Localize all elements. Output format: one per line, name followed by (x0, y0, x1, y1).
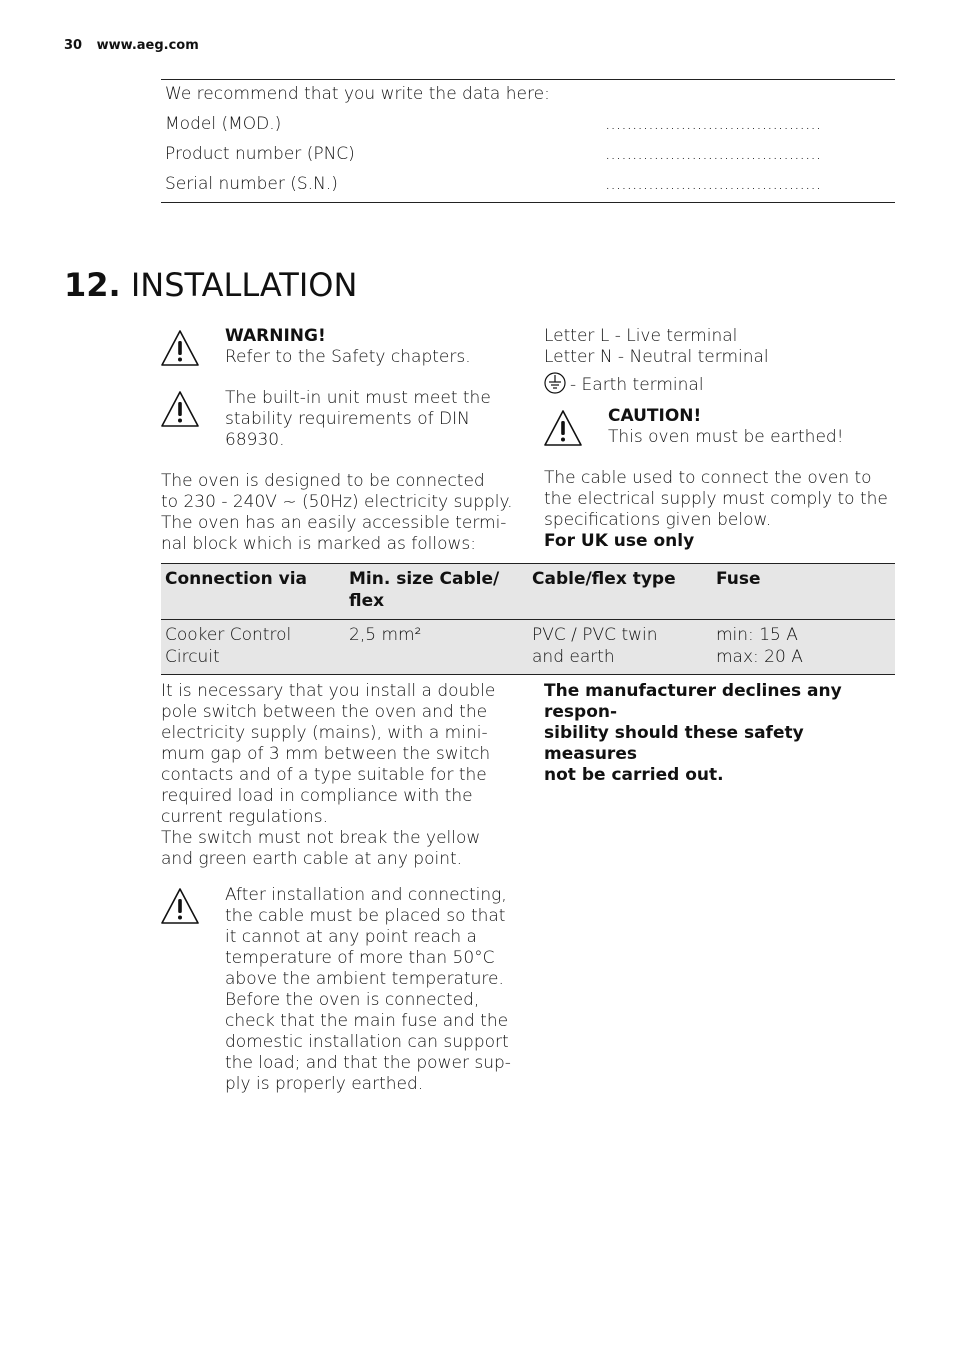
warning-icon (160, 886, 200, 926)
text-line: The switch must not break the yellow (161, 828, 481, 848)
text-line: the cable must be placed so that (225, 906, 506, 926)
cell-line: PVC / PVC twin (532, 625, 658, 645)
text-line: The built-in unit must meet the (225, 388, 491, 408)
text-line: electricity supply (mains), with a mini- (161, 723, 488, 743)
text-line: not be carried out. (544, 765, 724, 785)
text-line: specifications given below. (544, 510, 772, 530)
text-line: Before the oven is connected, (225, 990, 480, 1010)
data-record-box (161, 79, 895, 203)
warning-block (225, 326, 515, 368)
earth-terminal-label: - Earth terminal (570, 375, 704, 395)
text-line: temperature of more than 50°C (225, 948, 495, 968)
header-line: flex (349, 591, 385, 611)
header-line: Min. size Cable/ (349, 569, 500, 589)
table-header-connection (165, 568, 345, 590)
section-title (64, 266, 357, 304)
text-line: The cable used to connect the oven to (544, 468, 872, 488)
warning-icon (160, 389, 200, 429)
letter-n: Letter N - Neutral terminal (544, 347, 769, 367)
caution-text: This oven must be earthed! (608, 427, 844, 447)
uk-only-note: For UK use only (544, 531, 695, 551)
caution-block (608, 406, 898, 448)
text-line: and green earth cable at any point. (161, 849, 463, 869)
cell-line: and earth (532, 647, 615, 667)
text-line: mum gap of 3 mm between the switch (161, 744, 491, 764)
header-line: Fuse (716, 569, 761, 589)
table-header-cable-type (532, 568, 712, 590)
table-cell-fuse (716, 624, 891, 668)
record-label-pnc: Product number (PNC) (165, 144, 355, 164)
letter-l: Letter L - Live terminal (544, 326, 738, 346)
section-heading: INSTALLATION (130, 266, 358, 304)
text-line: ply is properly earthed. (225, 1074, 424, 1094)
text-line: contacts and of a type suitable for the (161, 765, 487, 785)
text-line: the load; and that the power sup- (225, 1053, 511, 1073)
text-line: above the ambient temperature. (225, 969, 504, 989)
manufacturer-disclaimer (544, 681, 899, 786)
record-label-model: Model (MOD.) (165, 114, 282, 134)
record-field-model: ........................................ (605, 114, 822, 134)
text-line: stability requirements of DIN (225, 409, 470, 429)
warning-icon (160, 328, 200, 368)
section-number: 12. (64, 266, 121, 304)
page-header (64, 38, 199, 53)
text-line: The oven has an easily accessible termi- (161, 513, 507, 533)
record-intro: We recommend that you write the data here: (165, 84, 550, 104)
page-number: 30 (64, 38, 83, 53)
text-line: 68930. (225, 430, 285, 450)
cell-line: min: 15 A (716, 625, 798, 645)
stability-note (225, 388, 515, 451)
cable-paragraph (544, 468, 899, 552)
earth-symbol-icon (544, 372, 566, 394)
table-divider (161, 619, 895, 620)
record-label-serial: Serial number (S.N.) (165, 174, 338, 194)
text-line: it cannot at any point reach a (225, 927, 477, 947)
cell-line: Circuit (165, 647, 220, 667)
switch-paragraph (161, 681, 521, 870)
text-line: to 230 - 240V ~ (50Hz) electricity supply. (161, 492, 513, 512)
text-line: The manufacturer declines any respon- (544, 681, 842, 722)
caution-title: CAUTION! (608, 406, 702, 426)
table-cell-cable-type (532, 624, 712, 668)
table-cell-connection (165, 624, 345, 668)
warning-text: Refer to the Safety chapters. (225, 347, 471, 367)
earth-terminal-line (544, 372, 894, 396)
text-line: domestic installation can support (225, 1032, 509, 1052)
text-line: check that the main fuse and the (225, 1011, 509, 1031)
record-field-pnc: ........................................ (605, 144, 822, 164)
cell-line: max: 20 A (716, 647, 803, 667)
text-line: After installation and connecting, (225, 885, 507, 905)
header-line: Connection via (165, 569, 308, 589)
warning-icon (543, 408, 583, 448)
text-line: The oven is designed to be connected (161, 471, 485, 491)
cell-line: 2,5 mm² (349, 625, 422, 645)
text-line: nal block which is marked as follows: (161, 534, 476, 554)
record-field-serial: ........................................ (605, 174, 822, 194)
terminal-list (544, 326, 894, 396)
text-line: required load in compliance with the (161, 786, 473, 806)
header-line: Cable/flex type (532, 569, 676, 589)
text-line: pole switch between the oven and the (161, 702, 488, 722)
table-header-min-size (349, 568, 529, 612)
text-line: sibility should these safety measures (544, 723, 804, 764)
after-installation-note (225, 885, 525, 1095)
text-line: current regulations. (161, 807, 329, 827)
cell-line: Cooker Control (165, 625, 292, 645)
website-link[interactable]: www.aeg.com (96, 38, 199, 53)
intro-paragraph (161, 471, 521, 555)
text-line: the electrical supply must comply to the (544, 489, 888, 509)
warning-title: WARNING! (225, 326, 326, 346)
table-cell-min-size (349, 624, 529, 646)
cable-spec-table (161, 563, 895, 675)
table-header-fuse (716, 568, 891, 590)
text-line: It is necessary that you install a double (161, 681, 496, 701)
